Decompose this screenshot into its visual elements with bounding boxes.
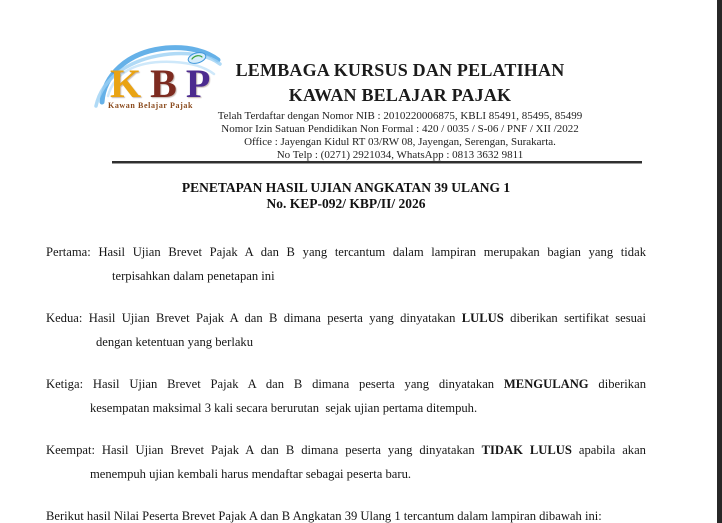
- logo-tagline: Kawan Belajar Pajak: [108, 101, 194, 110]
- kedua-text-pre: Kedua: Hasil Ujian Brevet Pajak A dan B dimana peserta yang dinyatakan: [46, 311, 462, 325]
- info-izin-line: Nomor Izin Satuan Pendidikan Non Formal : 420 / 0035 / S-06 / PNF / XII /2022: [221, 123, 579, 135]
- letterhead-text: [180, 58, 620, 162]
- kedua-bold-lulus: LULUS: [461, 311, 504, 325]
- logo-letter-k: K: [110, 61, 151, 106]
- logo-letter-b: B: [150, 61, 186, 106]
- paragraph-ketiga-line1: [46, 372, 646, 396]
- paragraph-kedua-line1: [46, 306, 646, 330]
- info-office-line: Office : Jayengan Kidul RT 03/RW 08, Jayengan, Serengan, Surakarta.: [244, 136, 556, 148]
- paragraph-berikut: [46, 504, 646, 523]
- letterhead-divider: [112, 161, 642, 164]
- paragraph-berikut-line1: Berikut hasil Nilai Peserta Brevet Pajak A dan B Angkatan 39 Ulang 1 tercantum dalam lampiran dibawah ini:: [46, 509, 602, 523]
- info-phone-line: No Telp : (0271) 2921034, WhatsApp : 0813 3632 9811: [276, 149, 524, 161]
- paragraph-pertama-line1: Pertama: Hasil Ujian Brevet Pajak A dan B yang tercantum dalam lampiran merupakan bagian yang tidak: [46, 245, 646, 259]
- ketiga-text-pre: Ketiga: Hasil Ujian Brevet Pajak A dan B dimana peserta yang dinyatakan: [46, 377, 504, 391]
- org-name-line2: KAWAN BELAJAR PAJAK: [288, 85, 512, 105]
- document-title: [46, 180, 646, 211]
- paragraph-kedua: [46, 306, 646, 354]
- logo-letter-p: P: [185, 61, 220, 106]
- paragraph-keempat-line1: [46, 438, 646, 462]
- ketiga-bold-mengulang: MENGULANG: [503, 377, 589, 391]
- document-number: No. KEP-092/ KBP/II/ 2026: [266, 195, 426, 211]
- ketiga-text-post: diberikan: [588, 377, 646, 391]
- paragraph-keempat-line2: menempuh ujian kembali harus mendaftar sebagai peserta baru.: [90, 467, 412, 481]
- paragraph-pertama: [46, 240, 646, 288]
- document-body: [46, 240, 646, 523]
- kedua-text-post: diberikan sertifikat sesuai: [503, 311, 646, 325]
- paragraph-kedua-line2: dengan ketentuan yang berlaku: [96, 335, 254, 349]
- document-title-line1: PENETAPAN HASIL UJIAN ANGKATAN 39 ULANG 1: [181, 180, 511, 195]
- keempat-bold-tidak-lulus: TIDAK LULUS: [481, 443, 572, 457]
- paragraph-keempat: [46, 438, 646, 486]
- paragraph-pertama-line2: terpisahkan dalam penetapan ini: [112, 269, 275, 283]
- org-name-line1: LEMBAGA KURSUS DAN PELATIHAN: [235, 60, 565, 80]
- paragraph-ketiga: [46, 372, 646, 420]
- viewer-right-edge: [717, 0, 722, 523]
- keempat-text-pre: Keempat: Hasil Ujian Brevet Pajak A dan B dimana peserta yang dinyatakan: [46, 443, 482, 457]
- keempat-text-post: apabila akan: [571, 443, 646, 457]
- organization-name: [180, 58, 620, 108]
- paragraph-ketiga-line2: kesempatan maksimal 3 kali secara berurutan sejak ujian pertama ditempuh.: [90, 401, 478, 415]
- organization-info: [180, 110, 620, 162]
- info-nib-line: Telah Terdaftar dengan Nomor NIB : 2010220006875, KBLI 85491, 85495, 85499: [217, 110, 583, 122]
